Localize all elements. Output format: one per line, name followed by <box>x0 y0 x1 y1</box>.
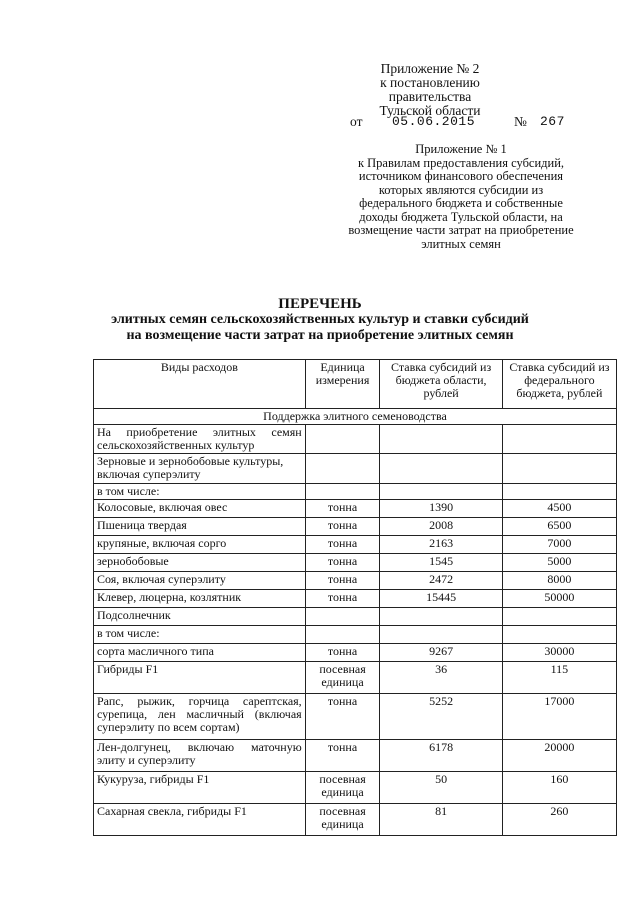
cell-federal-rate: 160 <box>502 772 616 804</box>
cell-unit: тонна <box>305 694 380 740</box>
cell-unit: посевная единица <box>305 772 380 804</box>
cell-unit: тонна <box>305 554 380 572</box>
cell-federal-rate: 8000 <box>502 572 616 590</box>
order-number: 267 <box>540 114 565 129</box>
appendix-1-line: возмещение части затрат на приобретение <box>348 223 574 237</box>
document-title <box>90 296 550 344</box>
header-expense-type: Виды расходов <box>94 360 306 409</box>
table-row <box>94 554 617 572</box>
cell-federal-rate <box>502 608 616 626</box>
cell-expense-type: в том числе: <box>94 626 306 644</box>
header-federal-rate: Ставка субсидий из федерального бюджета, рублей <box>502 360 616 409</box>
cell-unit: тонна <box>305 518 380 536</box>
cell-unit: тонна <box>305 590 380 608</box>
table-row <box>94 500 617 518</box>
cell-unit: тонна <box>305 740 380 772</box>
title-main: ПЕРЕЧЕНЬ <box>278 296 362 312</box>
appendix-1-line: которых являются субсидии из <box>378 182 544 197</box>
cell-federal-rate: 260 <box>502 804 616 836</box>
cell-unit <box>305 484 380 500</box>
cell-unit <box>305 454 380 484</box>
section-row <box>94 409 617 425</box>
appendix-2-line: к постановлению правительства <box>380 75 480 104</box>
cell-regional-rate: 50 <box>380 772 502 804</box>
cell-regional-rate: 36 <box>380 662 502 694</box>
cell-unit: тонна <box>305 644 380 662</box>
cell-unit <box>305 608 380 626</box>
cell-expense-type: Подсолнечник <box>94 608 306 626</box>
cell-federal-rate: 20000 <box>502 740 616 772</box>
cell-regional-rate: 2163 <box>380 536 502 554</box>
appendix-1-line: источником финансового обеспечения <box>358 169 564 183</box>
cell-unit: тонна <box>305 500 380 518</box>
appendix-1-line: элитных семян <box>421 236 501 251</box>
cell-expense-type: Зерновые и зернобобовые культуры, включая суперэлиту <box>94 454 306 484</box>
cell-federal-rate: 6500 <box>502 518 616 536</box>
cell-regional-rate: 15445 <box>380 590 502 608</box>
table-row <box>94 694 617 740</box>
cell-expense-type: сорта масличного типа <box>94 644 306 662</box>
table-row <box>94 772 617 804</box>
cell-federal-rate: 30000 <box>502 644 616 662</box>
cell-regional-rate <box>380 454 502 484</box>
cell-federal-rate <box>502 454 616 484</box>
cell-federal-rate: 5000 <box>502 554 616 572</box>
cell-regional-rate <box>380 484 502 500</box>
cell-unit <box>305 626 380 644</box>
table-row <box>94 572 617 590</box>
header-regional-rate: Ставка субсидий из бюджета области, рублей <box>380 360 502 409</box>
cell-expense-type: в том числе: <box>94 484 306 500</box>
cell-regional-rate <box>380 626 502 644</box>
cell-expense-type: Кукуруза, гибриды F1 <box>94 772 306 804</box>
cell-unit: тонна <box>305 536 380 554</box>
cell-regional-rate: 1390 <box>380 500 502 518</box>
cell-regional-rate: 2008 <box>380 518 502 536</box>
cell-unit <box>305 425 380 454</box>
cell-federal-rate: 4500 <box>502 500 616 518</box>
cell-expense-type: Гибриды F1 <box>94 662 306 694</box>
cell-federal-rate <box>502 626 616 644</box>
cell-regional-rate: 2472 <box>380 572 502 590</box>
appendix-1-header <box>338 143 584 251</box>
cell-regional-rate: 9267 <box>380 644 502 662</box>
cell-expense-type: На приобретение элитных семян сельскохозяйственных культур <box>94 425 306 454</box>
order-from-label: от <box>350 114 363 129</box>
appendix-1-line: федерального бюджета и собственные <box>359 196 563 210</box>
table-row <box>94 484 617 500</box>
table-row <box>94 590 617 608</box>
cell-expense-type: крупяные, включая сорго <box>94 536 306 554</box>
cell-federal-rate: 115 <box>502 662 616 694</box>
header-unit: Единица измерения <box>305 360 380 409</box>
appendix-2-line: Тульской области <box>379 103 481 118</box>
table-row <box>94 454 617 484</box>
table-row <box>94 644 617 662</box>
cell-federal-rate <box>502 425 616 454</box>
cell-federal-rate: 50000 <box>502 590 616 608</box>
table-row <box>94 740 617 772</box>
section-title: Поддержка элитного семеноводства <box>94 409 617 425</box>
order-number-label: № <box>514 114 527 129</box>
cell-regional-rate: 1545 <box>380 554 502 572</box>
table-row <box>94 608 617 626</box>
title-subline: на возмещение части затрат на приобретение элитных семян <box>126 328 514 343</box>
subsidy-rates-table <box>93 359 617 836</box>
table-body <box>94 409 617 836</box>
cell-unit: посевная единица <box>305 662 380 694</box>
table-header-row <box>94 360 617 409</box>
appendix-1-line: доходы бюджета Тульской области, на <box>359 209 563 224</box>
cell-regional-rate: 81 <box>380 804 502 836</box>
appendix-2-title: Приложение № 2 <box>380 61 480 76</box>
cell-expense-type: зернобобовые <box>94 554 306 572</box>
cell-regional-rate: 6178 <box>380 740 502 772</box>
table-row <box>94 518 617 536</box>
cell-regional-rate <box>380 608 502 626</box>
table-row <box>94 804 617 836</box>
cell-expense-type: Соя, включая суперэлиту <box>94 572 306 590</box>
cell-unit: тонна <box>305 572 380 590</box>
title-subline: элитных семян сельскохозяйственных культур и ставки субсидий <box>111 312 529 327</box>
table-row <box>94 662 617 694</box>
order-date: 05.06.2015 <box>392 114 476 129</box>
cell-federal-rate <box>502 484 616 500</box>
cell-expense-type: Рапс, рыжик, горчица сарептская, сурепица, лен масличный (включая суперэлиту по всем сортам) <box>94 694 306 740</box>
cell-regional-rate <box>380 425 502 454</box>
cell-expense-type: Лен-долгунец, включаю маточную элиту и суперэлиту <box>94 740 306 772</box>
appendix-1-title: Приложение № 1 <box>415 142 507 156</box>
cell-unit: посевная единица <box>305 804 380 836</box>
cell-regional-rate: 5252 <box>380 694 502 740</box>
table-row <box>94 626 617 644</box>
cell-federal-rate: 7000 <box>502 536 616 554</box>
table-row <box>94 536 617 554</box>
cell-expense-type: Колосовые, включая овес <box>94 500 306 518</box>
cell-expense-type: Клевер, люцерна, козлятник <box>94 590 306 608</box>
cell-expense-type: Сахарная свекла, гибриды F1 <box>94 804 306 836</box>
appendix-2-header <box>340 62 520 118</box>
cell-expense-type: Пшеница твердая <box>94 518 306 536</box>
appendix-1-line: к Правилам предоставления субсидий, <box>357 155 565 170</box>
table-row <box>94 425 617 454</box>
cell-federal-rate: 17000 <box>502 694 616 740</box>
